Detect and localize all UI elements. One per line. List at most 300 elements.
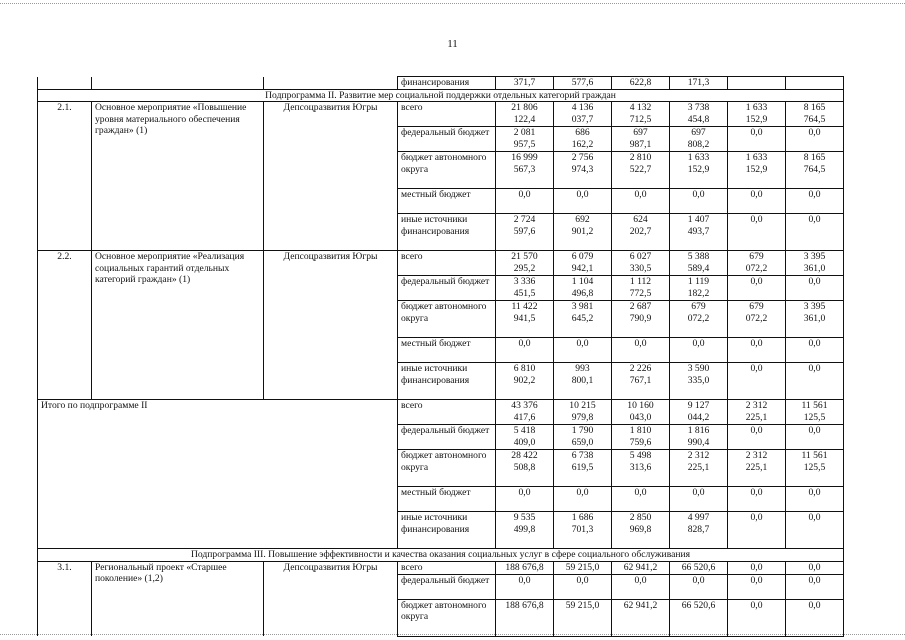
amount-line: 59 215,0 bbox=[565, 599, 600, 611]
amount-cell bbox=[728, 512, 786, 549]
amount-cell bbox=[612, 102, 670, 127]
amount-line: 0,0 bbox=[518, 338, 531, 350]
amount-cell bbox=[554, 251, 612, 276]
amount-line: 10 215 bbox=[569, 400, 596, 412]
amount-cell bbox=[496, 102, 554, 127]
empty-cell bbox=[92, 77, 264, 90]
amount-cell bbox=[670, 102, 728, 127]
amount-line: 679 bbox=[749, 251, 764, 263]
amount-line: 6 810 bbox=[513, 363, 536, 375]
amount-line: 645,2 bbox=[571, 312, 594, 324]
amount-cell bbox=[496, 487, 554, 512]
funding-source-label: местный бюджет bbox=[401, 338, 471, 350]
amount-line: 1 104 bbox=[571, 276, 594, 288]
amount-cell bbox=[612, 152, 670, 189]
amount-line: 0,0 bbox=[518, 574, 531, 586]
amount-cell bbox=[728, 251, 786, 276]
amount-line: 3 738 bbox=[687, 102, 710, 114]
amount-cell bbox=[670, 574, 728, 599]
funding-source-cell bbox=[398, 189, 496, 214]
funding-source-label: федеральный бюджет bbox=[401, 276, 490, 288]
amount-line: 9 535 bbox=[513, 512, 536, 524]
amount-cell bbox=[612, 487, 670, 512]
funding-source-cell bbox=[398, 425, 496, 450]
amount-line: 901,2 bbox=[571, 225, 594, 237]
amount-line: 0,0 bbox=[808, 276, 821, 288]
amount-line: 2 226 bbox=[629, 363, 652, 375]
amount-line: 225,1 bbox=[745, 461, 768, 473]
amount-line: 5 498 bbox=[629, 450, 652, 462]
amount-line: 409,0 bbox=[513, 436, 536, 448]
amount-line: 037,7 bbox=[571, 113, 594, 125]
amount-cell bbox=[670, 450, 728, 487]
amount-line: 2 850 bbox=[629, 512, 652, 524]
amount-line: 122,4 bbox=[513, 113, 536, 125]
amount-line: 8 165 bbox=[803, 102, 826, 114]
amount-line: 0,0 bbox=[750, 276, 763, 288]
amount-cell bbox=[554, 574, 612, 599]
amount-line: 0,0 bbox=[808, 338, 821, 350]
amount-cell bbox=[786, 77, 844, 90]
amount-cell bbox=[670, 561, 728, 574]
subprogram-header-row bbox=[38, 89, 844, 102]
amount-line: 6 027 bbox=[629, 251, 652, 263]
amount-cell bbox=[554, 450, 612, 487]
amount-cell bbox=[554, 512, 612, 549]
amount-line: 1 633 bbox=[745, 102, 768, 114]
funding-source-cell bbox=[398, 450, 496, 487]
amount-cell bbox=[670, 127, 728, 152]
funding-source-label: федеральный бюджет bbox=[401, 574, 490, 586]
amount-line: 1 119 bbox=[687, 276, 710, 288]
amount-line: 2 312 bbox=[687, 450, 710, 462]
funding-source-label: бюджет автономного округа bbox=[401, 152, 487, 175]
amount-cell bbox=[554, 487, 612, 512]
funding-source-label: бюджет автономного округа bbox=[401, 450, 487, 473]
amount-line: 417,6 bbox=[513, 411, 536, 423]
total-row bbox=[38, 400, 844, 425]
funding-source-label: местный бюджет bbox=[401, 189, 471, 201]
scan-top-edge bbox=[0, 3, 905, 4]
amount-cell bbox=[670, 276, 728, 301]
amount-line: 361,0 bbox=[803, 262, 826, 274]
amount-line: 0,0 bbox=[808, 189, 821, 201]
scan-bottom-edge bbox=[0, 634, 905, 635]
amount-cell bbox=[496, 338, 554, 363]
amount-line: 62 941,2 bbox=[623, 561, 658, 573]
amount-cell bbox=[728, 561, 786, 574]
subprogram-header-row bbox=[38, 549, 844, 562]
table-row-continuation bbox=[38, 77, 844, 90]
amount-line: 1 633 bbox=[687, 152, 710, 164]
amount-line: 335,0 bbox=[687, 374, 710, 386]
amount-line: 59 215,0 bbox=[565, 561, 600, 573]
amount-line: 0,0 bbox=[808, 512, 821, 524]
amount-line: 1 810 bbox=[629, 425, 652, 437]
funding-source-cell bbox=[398, 599, 496, 636]
amount-line: 4 136 bbox=[571, 102, 594, 114]
amount-line: 0,0 bbox=[750, 363, 763, 375]
amount-line: 493,7 bbox=[687, 225, 710, 237]
amount-line: 182,2 bbox=[687, 287, 710, 299]
amount-cell bbox=[612, 574, 670, 599]
amount-cell bbox=[612, 189, 670, 214]
amount-line: 66 520,6 bbox=[681, 599, 716, 611]
amount-cell bbox=[496, 251, 554, 276]
amount-cell bbox=[612, 561, 670, 574]
amount-line: 0,0 bbox=[750, 512, 763, 524]
measure-number: 3.1. bbox=[38, 561, 92, 636]
amount-line: 371,7 bbox=[513, 77, 536, 88]
amount-line: 499,8 bbox=[513, 523, 536, 535]
amount-cell bbox=[670, 512, 728, 549]
empty-cell bbox=[38, 77, 92, 90]
funding-source-cell bbox=[398, 400, 496, 425]
amount-line: 0,0 bbox=[750, 599, 763, 611]
amount-cell bbox=[728, 189, 786, 214]
amount-cell bbox=[554, 102, 612, 127]
amount-cell bbox=[670, 599, 728, 636]
measure-name: Основное мероприятие «Реализация социальных гарантий отдельных категорий граждан» (1) bbox=[92, 251, 264, 400]
amount-cell bbox=[728, 574, 786, 599]
amount-line: 597,6 bbox=[513, 225, 536, 237]
funding-source-cell bbox=[398, 301, 496, 338]
amount-line: 979,8 bbox=[571, 411, 594, 423]
amount-line: 772,5 bbox=[629, 287, 652, 299]
amount-cell bbox=[728, 214, 786, 251]
amount-cell bbox=[786, 512, 844, 549]
amount-line: 1 790 bbox=[571, 425, 594, 437]
amount-line: 21 570 bbox=[511, 251, 538, 263]
amount-line: 790,9 bbox=[629, 312, 652, 324]
amount-cell bbox=[496, 400, 554, 425]
funding-source-cell bbox=[398, 512, 496, 549]
amount-cell bbox=[496, 561, 554, 574]
funding-source-cell bbox=[398, 77, 496, 90]
amount-line: 764,5 bbox=[803, 163, 826, 175]
amount-line: 974,3 bbox=[571, 163, 594, 175]
amount-line: 454,8 bbox=[687, 113, 710, 125]
funding-source-label: иные источники финансирования bbox=[401, 363, 470, 386]
total-label: Итого по подпрограмме II bbox=[38, 400, 398, 549]
amount-cell bbox=[612, 276, 670, 301]
amount-line: 0,0 bbox=[634, 574, 647, 586]
amount-line: 0,0 bbox=[750, 487, 763, 499]
amount-line: 990,4 bbox=[687, 436, 710, 448]
funding-source-cell bbox=[398, 487, 496, 512]
amount-line: 3 395 bbox=[803, 301, 826, 313]
amount-line: 0,0 bbox=[692, 338, 705, 350]
amount-line: 679 bbox=[691, 301, 706, 313]
amount-line: 62 941,2 bbox=[623, 599, 658, 611]
funding-source-label: федеральный бюджет bbox=[401, 425, 490, 437]
amount-cell bbox=[612, 599, 670, 636]
amount-cell bbox=[786, 338, 844, 363]
amount-cell bbox=[496, 276, 554, 301]
amount-line: 697 bbox=[691, 127, 706, 139]
amount-line: 3 590 bbox=[687, 363, 710, 375]
amount-line: 361,0 bbox=[803, 312, 826, 324]
amount-cell bbox=[786, 400, 844, 425]
amount-line: 225,1 bbox=[687, 461, 710, 473]
amount-cell bbox=[786, 425, 844, 450]
funding-source-cell bbox=[398, 214, 496, 251]
amount-line: 0,0 bbox=[634, 189, 647, 201]
amount-line: 0,0 bbox=[692, 574, 705, 586]
amount-line: 0,0 bbox=[750, 574, 763, 586]
amount-cell bbox=[728, 301, 786, 338]
amount-line: 697 bbox=[633, 127, 648, 139]
amount-line: 0,0 bbox=[634, 338, 647, 350]
amount-line: 2 312 bbox=[745, 450, 768, 462]
amount-line: 0,0 bbox=[692, 487, 705, 499]
amount-cell bbox=[496, 450, 554, 487]
amount-cell bbox=[554, 77, 612, 90]
funding-source-label: всего bbox=[401, 400, 423, 412]
amount-cell bbox=[786, 152, 844, 189]
amount-line: 0,0 bbox=[750, 189, 763, 201]
amount-line: 162,2 bbox=[571, 138, 594, 150]
amount-cell bbox=[728, 599, 786, 636]
amount-cell bbox=[728, 276, 786, 301]
amount-line: 767,1 bbox=[629, 374, 652, 386]
amount-line: 0,0 bbox=[750, 338, 763, 350]
funding-source-cell bbox=[398, 574, 496, 599]
amount-cell bbox=[496, 214, 554, 251]
amount-line: 686 bbox=[575, 127, 590, 139]
amount-line: 0,0 bbox=[576, 487, 589, 499]
amount-line: 0,0 bbox=[576, 338, 589, 350]
amount-cell bbox=[786, 301, 844, 338]
amount-line: 125,5 bbox=[803, 411, 826, 423]
amount-line: 2 687 bbox=[629, 301, 652, 313]
amount-cell bbox=[612, 77, 670, 90]
amount-cell bbox=[612, 512, 670, 549]
amount-cell bbox=[496, 363, 554, 400]
amount-line: 043,0 bbox=[629, 411, 652, 423]
amount-line: 659,0 bbox=[571, 436, 594, 448]
page-number: 11 bbox=[447, 38, 458, 50]
amount-line: 0,0 bbox=[750, 214, 763, 226]
amount-line: 0,0 bbox=[808, 561, 821, 573]
amount-line: 567,3 bbox=[513, 163, 536, 175]
amount-cell bbox=[496, 77, 554, 90]
amount-cell bbox=[612, 214, 670, 251]
amount-cell bbox=[612, 301, 670, 338]
amount-line: 43 376 bbox=[511, 400, 538, 412]
amount-cell bbox=[728, 338, 786, 363]
funding-source-label: всего bbox=[401, 102, 423, 114]
amount-line: 188 676,8 bbox=[505, 561, 544, 573]
funding-source-cell bbox=[398, 363, 496, 400]
amount-cell bbox=[786, 214, 844, 251]
amount-line: 6 079 bbox=[571, 251, 594, 263]
amount-line: 1 686 bbox=[571, 512, 594, 524]
amount-line: 1 633 bbox=[745, 152, 768, 164]
amount-line: 11 561 bbox=[801, 450, 828, 462]
amount-line: 451,5 bbox=[513, 287, 536, 299]
amount-line: 225,1 bbox=[745, 411, 768, 423]
amount-line: 969,8 bbox=[629, 523, 652, 535]
amount-cell bbox=[496, 599, 554, 636]
amount-cell bbox=[554, 152, 612, 189]
amount-line: 6 738 bbox=[571, 450, 594, 462]
amount-cell bbox=[670, 400, 728, 425]
funding-source-label: бюджет автономного округа bbox=[401, 301, 487, 324]
amount-line: 4 132 bbox=[629, 102, 652, 114]
amount-line: 0,0 bbox=[808, 363, 821, 375]
amount-line: 072,2 bbox=[687, 312, 710, 324]
amount-line: 701,3 bbox=[571, 523, 594, 535]
amount-cell bbox=[554, 189, 612, 214]
amount-line: 759,6 bbox=[629, 436, 652, 448]
amount-cell bbox=[554, 599, 612, 636]
amount-cell bbox=[670, 189, 728, 214]
amount-line: 577,6 bbox=[571, 77, 594, 88]
funding-source-cell bbox=[398, 276, 496, 301]
amount-line: 152,9 bbox=[745, 163, 768, 175]
amount-cell bbox=[554, 425, 612, 450]
amount-cell bbox=[786, 363, 844, 400]
amount-line: 0,0 bbox=[692, 189, 705, 201]
amount-cell bbox=[496, 152, 554, 189]
measure-executor: Депсоцразвития Югры bbox=[264, 251, 398, 400]
amount-cell bbox=[670, 251, 728, 276]
amount-line: 0,0 bbox=[808, 487, 821, 499]
amount-cell bbox=[670, 152, 728, 189]
amount-line: 28 422 bbox=[511, 450, 538, 462]
amount-line: 313,6 bbox=[629, 461, 652, 473]
amount-line: 9 127 bbox=[687, 400, 710, 412]
amount-line: 330,5 bbox=[629, 262, 652, 274]
amount-cell bbox=[728, 450, 786, 487]
amount-line: 3 981 bbox=[571, 301, 594, 313]
amount-cell bbox=[670, 487, 728, 512]
amount-cell bbox=[786, 561, 844, 574]
amount-line: 957,5 bbox=[513, 138, 536, 150]
measure-row bbox=[38, 561, 844, 574]
amount-cell bbox=[554, 276, 612, 301]
amount-cell bbox=[612, 251, 670, 276]
amount-cell bbox=[786, 599, 844, 636]
amount-line: 11 561 bbox=[801, 400, 828, 412]
amount-line: 941,5 bbox=[513, 312, 536, 324]
amount-line: 1 112 bbox=[629, 276, 652, 288]
funding-source-label: финансирования bbox=[401, 77, 470, 88]
budget-table-body bbox=[38, 77, 844, 637]
measure-number: 2.1. bbox=[38, 102, 92, 251]
amount-line: 0,0 bbox=[518, 487, 531, 499]
amount-cell bbox=[496, 425, 554, 450]
amount-line: 764,5 bbox=[803, 113, 826, 125]
amount-line: 295,2 bbox=[513, 262, 536, 274]
amount-cell bbox=[612, 400, 670, 425]
amount-cell bbox=[728, 127, 786, 152]
amount-line: 125,5 bbox=[803, 461, 826, 473]
amount-line: 692 bbox=[575, 214, 590, 226]
amount-line: 622,8 bbox=[629, 77, 652, 88]
amount-line: 202,7 bbox=[629, 225, 652, 237]
amount-cell bbox=[554, 400, 612, 425]
amount-line: 2 810 bbox=[629, 152, 652, 164]
amount-line: 0,0 bbox=[576, 574, 589, 586]
subprogram-title: Подпрограмма III. Повышение эффективности и качества оказания социальных услуг в сфере социального обслуживания bbox=[38, 549, 844, 562]
amount-line: 2 312 bbox=[745, 400, 768, 412]
amount-cell bbox=[554, 561, 612, 574]
amount-cell bbox=[554, 214, 612, 251]
amount-line: 188 676,8 bbox=[505, 599, 544, 611]
amount-line: 508,8 bbox=[513, 461, 536, 473]
amount-cell bbox=[786, 276, 844, 301]
amount-cell bbox=[612, 363, 670, 400]
amount-line: 152,9 bbox=[687, 163, 710, 175]
amount-line: 902,2 bbox=[513, 374, 536, 386]
amount-cell bbox=[728, 77, 786, 90]
amount-line: 0,0 bbox=[576, 189, 589, 201]
amount-cell bbox=[496, 301, 554, 338]
funding-source-label: бюджет автономного округа bbox=[401, 599, 487, 623]
amount-cell bbox=[612, 338, 670, 363]
amount-line: 5 418 bbox=[513, 425, 536, 437]
amount-line: 619,5 bbox=[571, 461, 594, 473]
amount-cell bbox=[786, 487, 844, 512]
budget-table bbox=[37, 76, 844, 637]
amount-cell bbox=[728, 487, 786, 512]
measure-number: 2.2. bbox=[38, 251, 92, 400]
amount-line: 679 bbox=[749, 301, 764, 313]
amount-line: 2 081 bbox=[513, 127, 536, 139]
funding-source-label: всего bbox=[401, 251, 423, 263]
amount-cell bbox=[554, 363, 612, 400]
amount-line: 2 756 bbox=[571, 152, 594, 164]
empty-cell bbox=[264, 77, 398, 90]
amount-cell bbox=[670, 214, 728, 251]
amount-line: 0,0 bbox=[808, 574, 821, 586]
amount-cell bbox=[786, 574, 844, 599]
amount-line: 993 bbox=[575, 363, 590, 375]
funding-source-label: всего bbox=[401, 561, 423, 573]
amount-line: 0,0 bbox=[634, 487, 647, 499]
measure-executor: Депсоцразвития Югры bbox=[264, 561, 398, 636]
measure-executor: Депсоцразвития Югры bbox=[264, 102, 398, 251]
amount-line: 044,2 bbox=[687, 411, 710, 423]
amount-cell bbox=[670, 425, 728, 450]
amount-cell bbox=[612, 127, 670, 152]
funding-source-label: иные источники финансирования bbox=[401, 512, 470, 535]
amount-line: 16 999 bbox=[511, 152, 538, 164]
amount-line: 152,9 bbox=[745, 113, 768, 125]
amount-line: 0,0 bbox=[750, 127, 763, 139]
amount-cell bbox=[496, 127, 554, 152]
funding-source-cell bbox=[398, 102, 496, 127]
subprogram-title: Подпрограмма II. Развитие мер социальной поддержки отдельных категорий граждан bbox=[38, 89, 844, 102]
amount-line: 1 407 bbox=[687, 214, 710, 226]
amount-cell bbox=[554, 301, 612, 338]
amount-line: 10 160 bbox=[627, 400, 654, 412]
amount-cell bbox=[670, 301, 728, 338]
measure-row bbox=[38, 102, 844, 127]
funding-source-label: местный бюджет bbox=[401, 487, 471, 499]
amount-cell bbox=[786, 450, 844, 487]
amount-line: 0,0 bbox=[808, 214, 821, 226]
amount-line: 5 388 bbox=[687, 251, 710, 263]
amount-line: 2 724 bbox=[513, 214, 536, 226]
amount-cell bbox=[670, 363, 728, 400]
amount-line: 589,4 bbox=[687, 262, 710, 274]
amount-line: 624 bbox=[633, 214, 648, 226]
amount-line: 800,1 bbox=[571, 374, 594, 386]
amount-line: 171,3 bbox=[687, 77, 710, 88]
